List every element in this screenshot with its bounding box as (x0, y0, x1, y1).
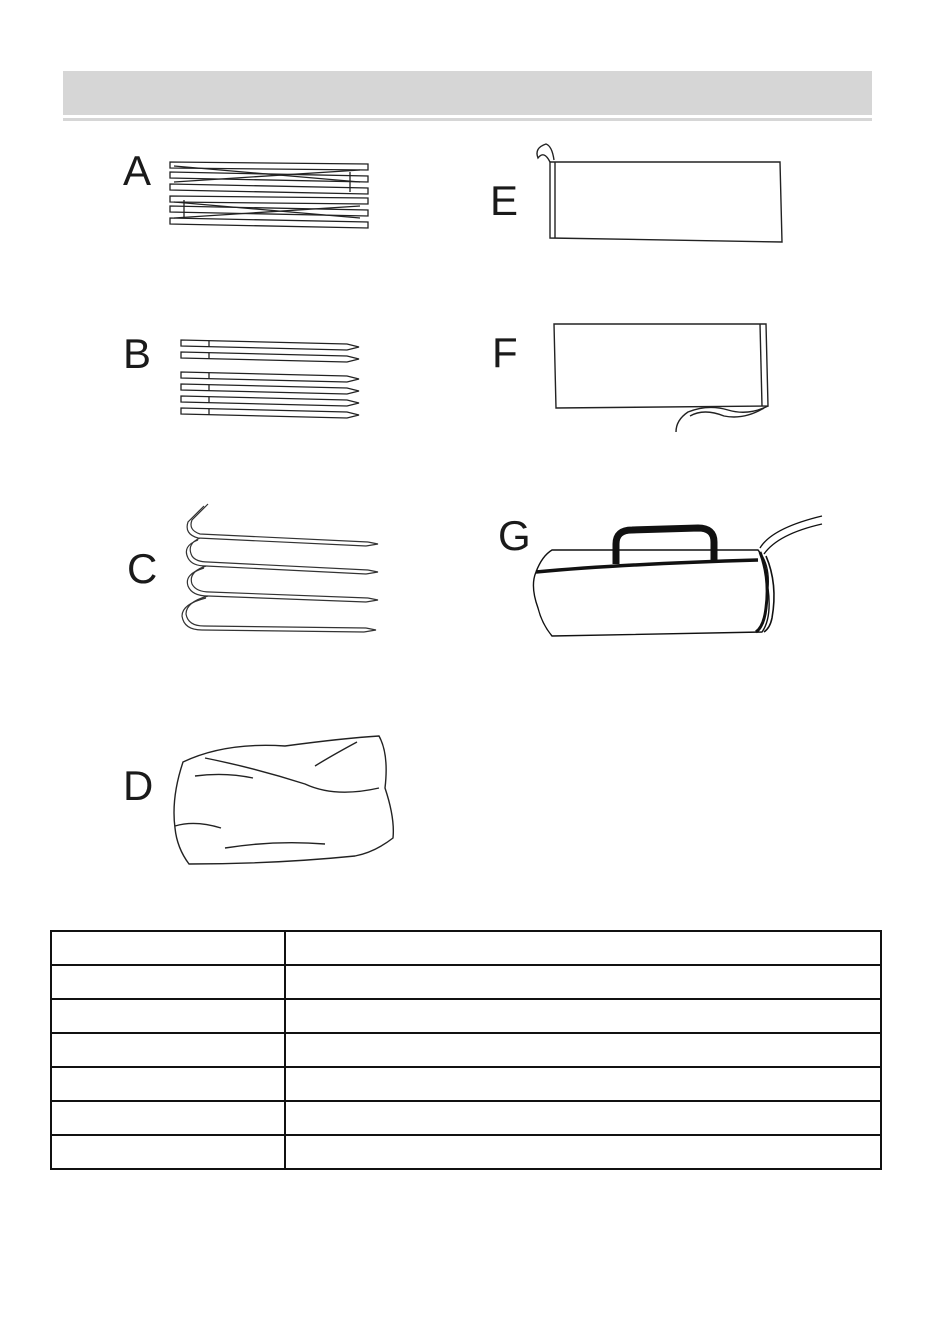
table-cell (51, 1067, 285, 1101)
table-row (51, 965, 881, 999)
table-cell (285, 999, 881, 1033)
table-row (51, 999, 881, 1033)
table-cell (51, 999, 285, 1033)
table-row (51, 1101, 881, 1135)
table-cell (285, 1101, 881, 1135)
table-cell (285, 931, 881, 965)
part-label-f: F (492, 329, 518, 376)
table-row (51, 1033, 881, 1067)
pouch-bag-icon (165, 728, 400, 873)
stakes-icon (178, 500, 388, 645)
table-cell (51, 1101, 285, 1135)
parts-table (50, 930, 882, 1170)
part-label-b: B (123, 330, 152, 377)
part-label-d: D (123, 762, 154, 809)
table-row (51, 931, 881, 965)
panel-with-tie-icon (528, 142, 793, 247)
table-cell (285, 965, 881, 999)
table-cell (51, 1135, 285, 1169)
table-cell (285, 1135, 881, 1169)
carry-bag-icon (522, 508, 827, 643)
table-cell (285, 1067, 881, 1101)
table-cell (51, 965, 285, 999)
table-row (51, 1067, 881, 1101)
part-label-e: E (490, 177, 519, 224)
table-cell (51, 1033, 285, 1067)
table-cell (51, 931, 285, 965)
straight-poles-icon (175, 330, 375, 425)
table-cell (285, 1033, 881, 1067)
panel-with-strap-icon (548, 318, 778, 438)
folding-poles-icon (160, 152, 380, 242)
part-label-c: C (127, 545, 158, 592)
header-bar (63, 71, 872, 115)
part-label-a: A (123, 147, 152, 194)
header-rule (63, 118, 872, 121)
part-label-g: G (498, 512, 531, 559)
table-row (51, 1135, 881, 1169)
